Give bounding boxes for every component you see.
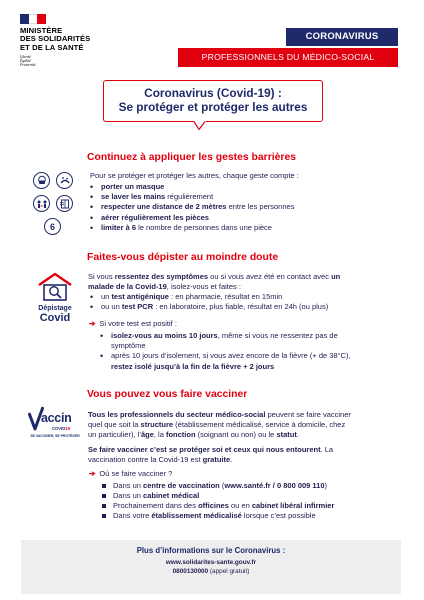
barrier-gestures-heading: Continuez à appliquer les gestes barrières (87, 152, 297, 163)
test-type-list (88, 292, 398, 312)
airing-icon (56, 195, 73, 212)
audience-banner: PROFESSIONNELS DU MÉDICO-SOCIAL (178, 48, 398, 67)
list-item: Dans votre établissement médicalisé lorsque c’est possible (100, 511, 400, 521)
list-item: • après 10 jours d’isolement, si vous avez encore de la fièvre (+ de 38°C), restez isolé jusqu’à la fin de la fièvre + 2 jours (98, 351, 398, 371)
vaccin-covid-logo: accin COVID19 SE VACCINER, SE PROTÉGER (28, 405, 82, 445)
barrier-intro: Pour se protéger et protéger les autres, chaque geste compte : (90, 171, 299, 180)
house-search-icon (34, 271, 76, 301)
arrow-icon: ➔ (89, 469, 96, 478)
republic-motto: Liberté Égalité Fraternité (20, 55, 36, 68)
vaccination-places-list (100, 481, 400, 521)
list-item: • isolez-vous au moins 10 jours, même si vous ne ressentez pas de symptôme (98, 331, 398, 351)
list-item: • limiter à 6 le nombre de personnes dans une pièce (88, 223, 388, 233)
handwash-icon (56, 172, 73, 189)
ministry-name: MINISTÈRE DES SOLIDARITÉS ET DE LA SANTÉ (20, 26, 91, 52)
list-item: Dans un cabinet médical (100, 491, 400, 501)
distance-icon (33, 195, 50, 212)
vaccination-benefit: Se faire vacciner c’est se protéger soi et ceux qui nous entourent. La vaccination contre la Covid-19 est gratuite. (88, 445, 334, 464)
page-title: Coronavirus (Covid-19) : Se protéger et protéger les autres (118, 86, 308, 114)
footer-title: Plus d’informations sur le Coronavirus : (136, 546, 286, 555)
testing-heading: Faites-vous dépister au moindre doute (87, 252, 279, 263)
bubble-tail (194, 121, 206, 130)
depistage-covid-logo: Dépistage Covid (34, 271, 76, 323)
list-item: Dans un centre de vaccination (www.santé.fr / 0 800 009 110) (100, 481, 400, 491)
list-item: • respecter une distance de 2 mètres entre les personnes (88, 202, 388, 212)
list-item: Prochainement dans des officines ou en cabinet libéral infirmier (100, 501, 400, 511)
positive-steps-list (98, 331, 398, 372)
list-item: • porter un masque (88, 182, 388, 192)
vaccination-heading: Vous pouvez vous faire vacciner (87, 389, 248, 400)
footer-website-link[interactable]: www.solidarites-sante.gouv.fr (165, 559, 257, 566)
barrier-list (88, 182, 388, 233)
testing-paragraph: Si vous ressentez des symptômes ou si vous avez été en contact avec un malade de la Covid-19, isolez-vous et faites : (88, 272, 341, 291)
list-item: • aérer régulièrement les pièces (88, 213, 388, 223)
marianne-logo (20, 14, 46, 24)
arrow-icon: ➔ (89, 319, 96, 328)
vaccination-eligibility: Tous les professionnels du secteur médico-social peuvent se faire vacciner quel que soit la structure (établissement médicalisé, service à domicile, chez un particulier), l’âge, la fonction (soignant ou non) ou le statut. (88, 410, 351, 439)
footer-phone: 0800130000 (appel gratuit) (172, 568, 250, 575)
mask-icon (33, 172, 50, 189)
max-six-badge: 6 (44, 218, 61, 235)
coronavirus-tab: CORONAVIRUS (286, 28, 398, 46)
list-item: • un test antigénique : en pharmacie, résultat en 15min (88, 292, 398, 302)
list-item: • ou un test PCR : en laboratoire, plus fiable, résultat en 24h (ou plus) (88, 302, 398, 312)
where-vaccinated-line: ➔ Où se faire vacciner ? (89, 469, 173, 478)
list-item: • se laver les mains régulièrement (88, 192, 388, 202)
positive-test-line: ➔ Si votre test est positif : (89, 319, 177, 328)
